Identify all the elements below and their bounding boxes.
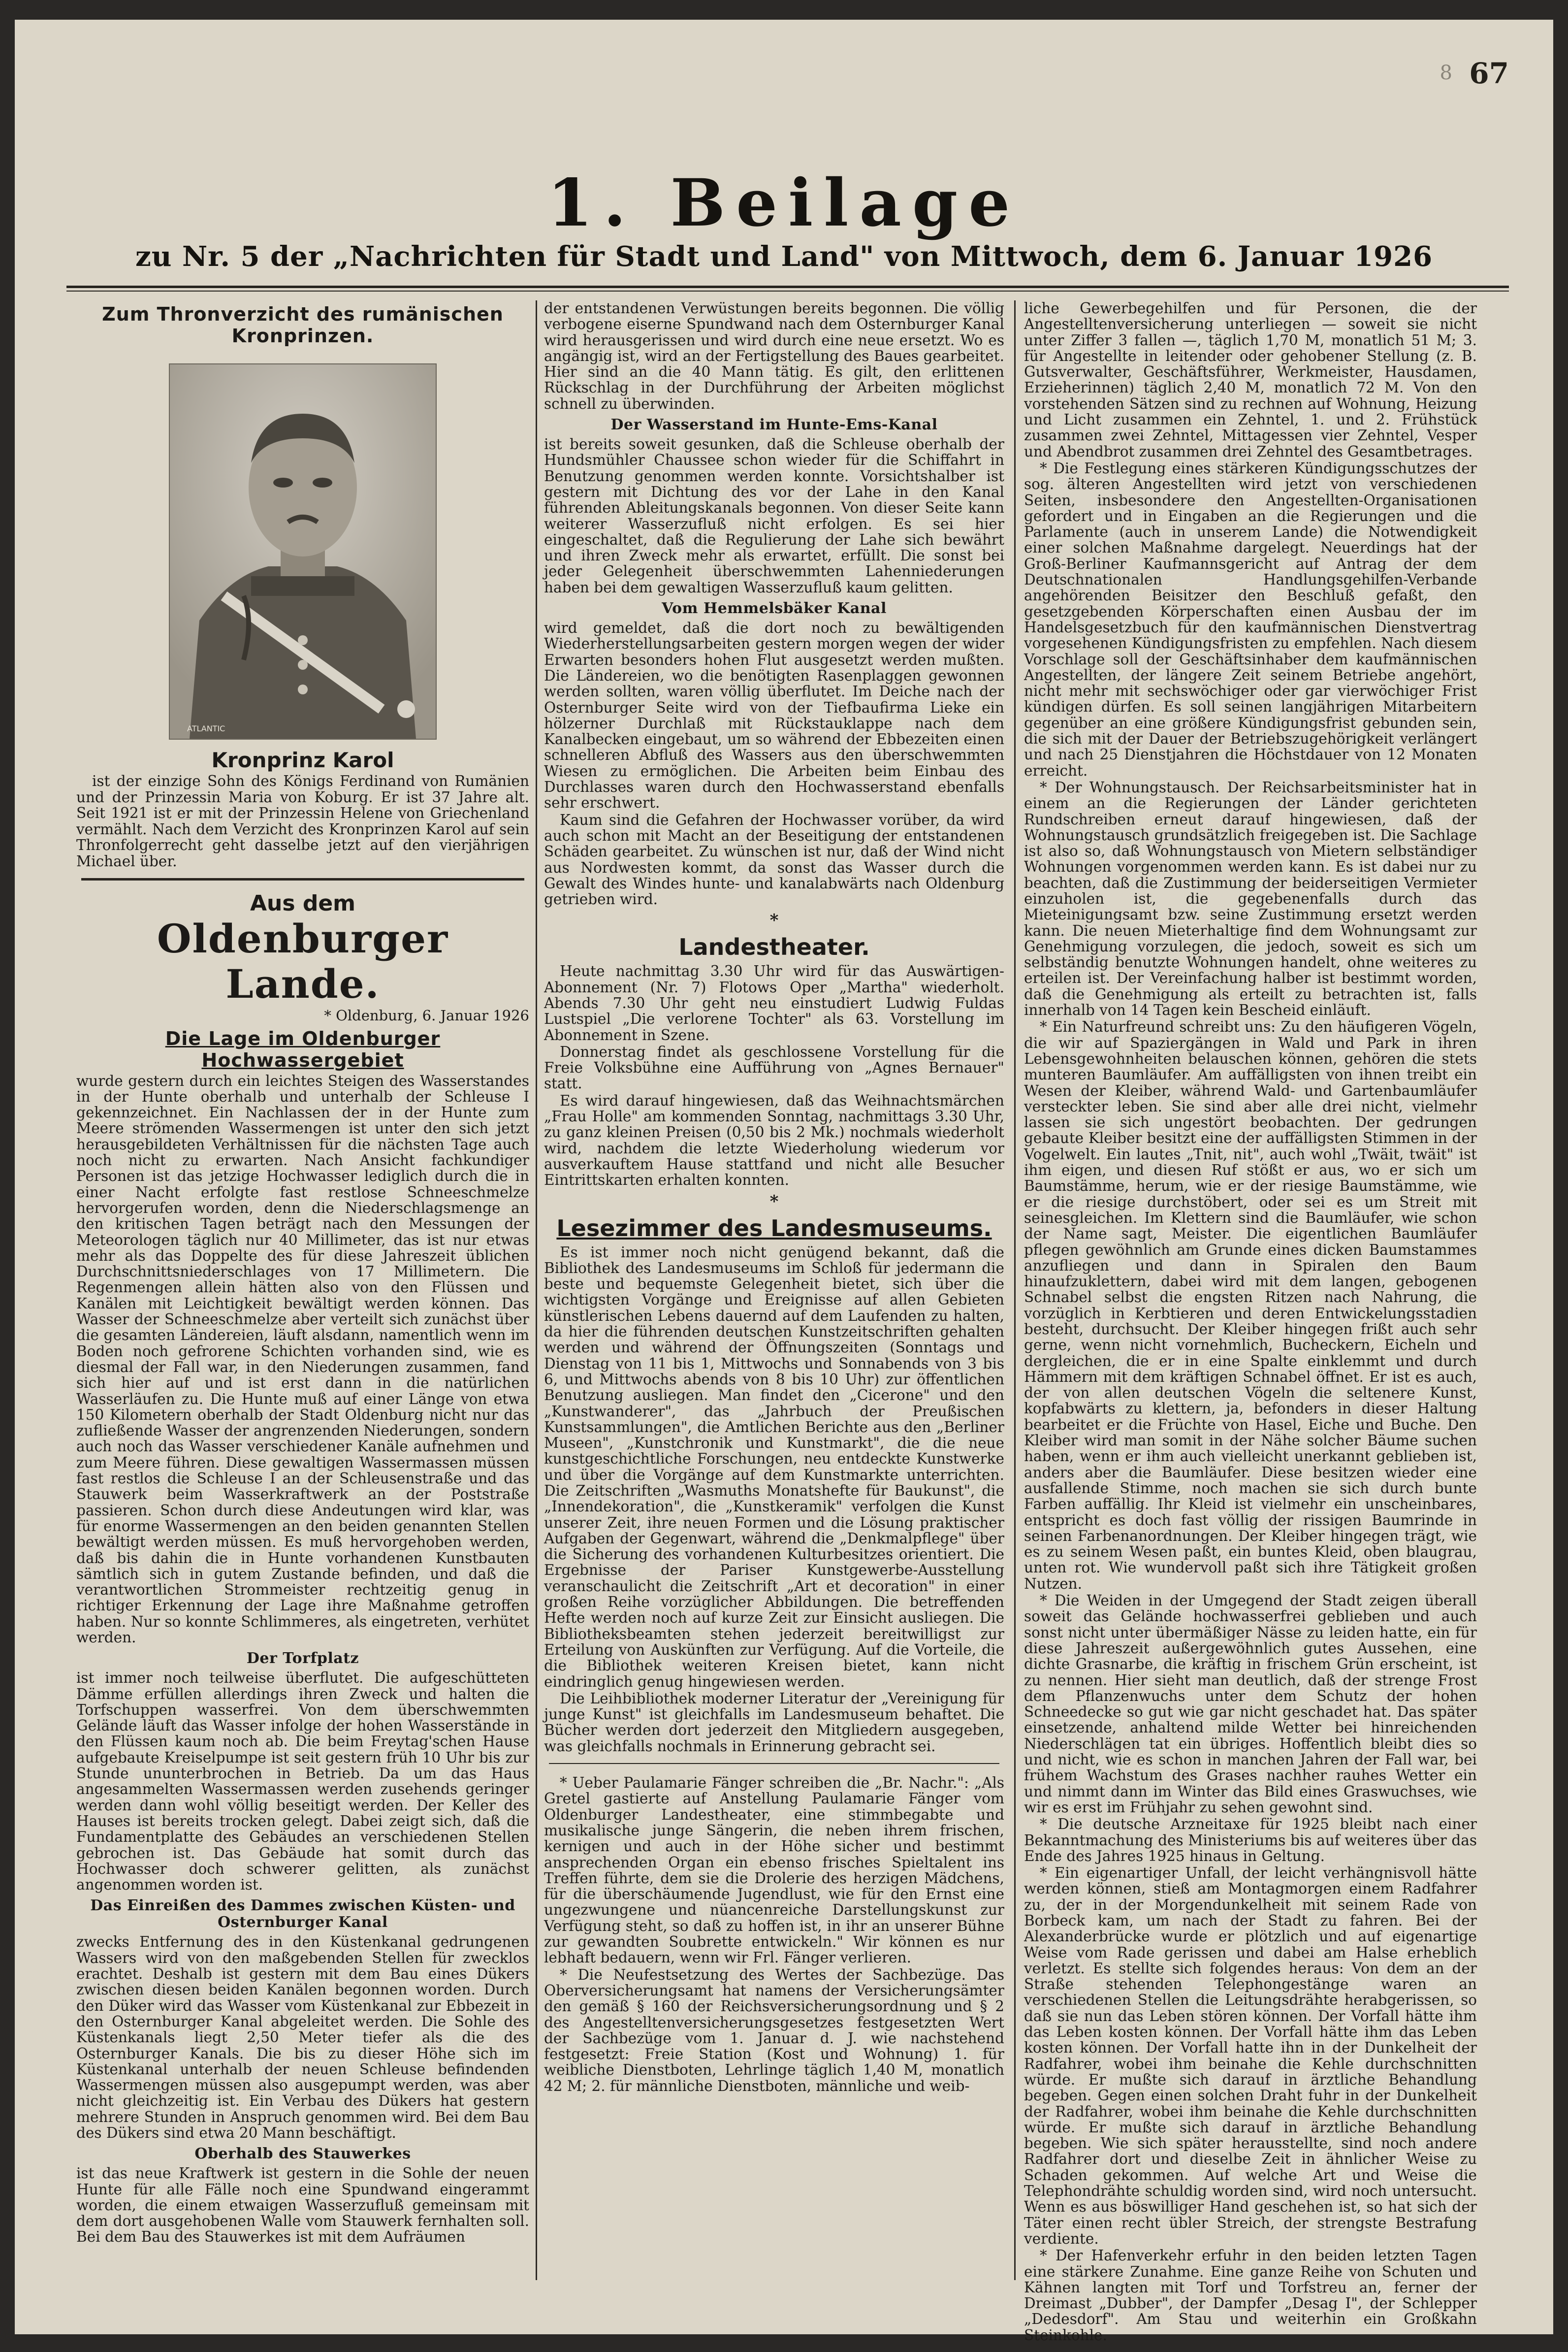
portrait-photo <box>169 363 437 740</box>
column-3 <box>1024 300 1477 2344</box>
column-rule <box>536 300 537 2280</box>
asterisk-ornament: * <box>769 1191 779 1211</box>
asterisk-ornament: * <box>769 911 779 931</box>
section-divider <box>549 1763 999 1764</box>
article-paragraph: * Die deutsche Arzneitaxe für 1925 bleibt nach einer Bekanntmachung des Ministeriums bis auf weiteres über das Ende des Jahres 1925 hinaus in Geltung. <box>1024 1816 1477 1864</box>
article-paragraph: wurde gestern durch ein leichtes Steigen des Wasserstandes in der Hunte oberhalb und unterhalb der Schleuse I gekennzeichnet. Ein Nachlassen der in der Hunte zum Meere strömenden Wassermengen ist unter den sich jetzt herausgebildeten Verhältnissen für die nächsten Tage auch noch nicht zu erwarten. Nach Ansicht fachkundiger Personen ist das jetzige Hochwasser lediglich durch die in einer Nacht erfolgte fast restlose Schneeschmelze hervorgerufen worden, denn die Niederschlagsmenge an den kritischen Tagen beträgt nach den Messungen der Meteorologen täglich nur 40 Millimeter, das ist nur etwas mehr als das Doppelte des für diese Jahreszeit üblichen Durchschnittsniederschlages von 17 Millimetern. Die Regenmengen allein hätten also von den Flüssen und Kanälen mit Leichtigkeit bewältigt werden können. Das Wasser der Schneeschmelze aber verteilt sich zunächst über die gesamten Ländereien, läuft alsdann, namentlich wenn im Boden noch gefrorene Schichten vorhanden sind, wie es diesmal der Fall war, in den Niederungen zusammen, fand sich hier auf und ist erst dann in die natürlichen Wasserläufen zu. Die Hunte muß auf einer Länge von etwa 150 Kilometern oberhalb der Stadt Oldenburg nicht nur das zufließende Wasser der angrenzenden Niederungen, sondern auch noch das Wasser verschiedener Kanäle aufnehmen und zum Meere führen. Diese gewaltigen Wassermassen müssen fast restlos die Schleuse I an der Schleusenstraße und das Stauwerk beim Wasserkraftwerk an der Poststraße passieren. Schon durch diese Andeutungen wird klar, was für enorme Wassermengen an den beiden genannten Stellen bewältigt werden müssen. Es muß hervorgehoben werden, daß bis dahin die in Hunte vorhandenen Kunstbauten sämtlich sich in gutem Zustande befinden, und daß die verantwortlichen Strommeister rechtzeitig genug in richtiger Erkennung der Lage ihre Maßnahme getroffen haben. Nur so konnte Schlimmeres, als eingetreten, verhütet werden. <box>76 1072 529 1646</box>
article-paragraph: Donnerstag findet als geschlossene Vorstellung für die Freie Volksbühne eine Aufführung von „Agnes Bernauer" statt. <box>544 1043 1004 1092</box>
article-paragraph: der entstandenen Verwüstungen bereits begonnen. Die völlig verbogene eiserne Spundwand nach dem Osternburger Kanal wird herausgerissen und wird durch eine neue ersetzt. Wo es angängig ist, wird an der Fertigstellung des Baues gearbeitet. Hier sind an die 40 Mann tätig. Es gilt, den erlittenen Rückschlag in der Durchführung der Arbeiten möglichst schnell zu überwinden. <box>544 300 1004 412</box>
column-1 <box>76 300 529 2295</box>
article-paragraph: * Ein eigenartiger Unfall, der leicht verhängnisvoll hätte werden können, stieß am Montagmorgen einem Radfahrer zu, der in der Morgendunkelheit mit seinem Rade von Borbeck kam, um nach der Stadt zu fahren. Bei der Alexanderbrücke wurde er plötzlich und auf eigenartige Weise vom Rade gerissen und dabei am Halse erheblich verletzt. Es stellte sich folgendes heraus: Von dem an der Straße stehenden Telephongestänge waren an verschiedenen Stellen die Leitungsdrähte herabgerissen, so daß sie nun das Leben stören können. Der Vorfall hätte ihm das Leben kosten können. Der Vorfall hätte ihm das Leben kosten können. Der Vorfall hatte ihn in der Dunkelheit der Radfahrer, wobei ihm beinahe die Kehle durchschnitten würde. Er mußte sich darauf in ärztliche Behandlung begeben. Gegen einen solchen Draht fuhr in der Dunkelheit der Radfahrer, wobei ihm beinahe die Kehle durchschnitten würde. Er mußte sich darauf in ärztliche Behandlung begeben. Wie sich später herausstellte, sind noch andere Radfahrer dort und dieselbe Zeit in ähnlicher Weise zu Schaden gekommen. Auf welche Art und Weise die Telephondrähte schuldig worden sind, wird noch untersucht. Wenn es aus böswilliger Hand geschehen ist, so hat sich der Täter einen recht übler Streich, der strengste Bestrafung verdiente. <box>1024 1864 1477 2247</box>
subheading-torfplatz: Der Torfplatz <box>246 1650 359 1667</box>
article-paragraph: * Ueber Paulamarie Fänger schreiben die „Br. Nachr.": „Als Gretel gastierte auf Anstellung Paulamarie Fänger vom Oldenburger Landestheater, eine stimmbegabte und musikalische junge Sängerin, die neben ihrem frischen, kernigen und auch in der Höhe sicher und bestimmt ansprechenden Organ ein ebenso frisches Spieltalent ins Treffen führte, dem sie die Drolerie des herzigen Mädchens, für die überschäumende Jugendlust, wie für den Ernst eine ungezwungene und nüancenreiche Darstellungskunst zur Verfügung steht, so daß zu hoffen ist, in ihr an unserer Bühne zur gewandten Soubrette entwickeln." Wir können es nur lebhaft bedauern, wenn wir Frl. Fänger verlieren. <box>544 1774 1004 1966</box>
article-paragraph: zwecks Entfernung des in den Küstenkanal gedrungenen Wassers wird von den maßgebenden Stellen für zwecklos erachtet. Deshalb ist gestern mit dem Bau eines Dükers zwischen diesen beiden Kanälen begonnen worden. Durch den Düker wird das Wasser vom Küstenkanal zur Ebbezeit in den Osternburger Kanal abgeleitet werden. Die Sohle des Küstenkanals liegt 2,50 Meter tiefer als die des Osternburger Kanals. Die bis zu dieser Höhe sich im Küstenkanal unterhalb der neuen Schleuse befindenden Wassermengen müssen also ausgepumpt werden, was aber nicht gleichzeitig ist. Ein Verbau des Dükers hat gestern mehrere Stunden in Anspruch genommen wird. Bei dem Bau des Dükers sind etwa 20 Mann beschäftigt. <box>76 1933 529 2141</box>
article-heading-thronverzicht: Zum Thronverzicht des rumänischen Kronprinzen. <box>102 303 504 347</box>
supplement-subtitle: zu Nr. 5 der „Nachrichten für Stadt und Land" von Mittwoch, dem 6. Januar 1926 <box>135 240 1433 273</box>
region-prefix: Aus dem <box>250 891 356 916</box>
article-paragraph: Kaum sind die Gefahren der Hochwasser vorüber, da wird auch schon mit Macht an der Beseitigung der entstandenen Schäden gearbeitet. Zu wünschen ist nur, daß der Wind nicht aus Nordwesten kommt, da sonst das Wasser durch die Gewalt des Windes hunte- und kanalabwärts nach Oldenburg getrieben wird. <box>544 811 1004 908</box>
supplement-title: 1. Beilage <box>547 165 1021 241</box>
article-heading-hochwasser: Die Lage im Oldenburger Hochwassergebiet <box>165 1027 441 1071</box>
article-paragraph: liche Gewerbegehilfen und für Personen, die der Angestelltenversicherung unterliegen — soweit sie nicht unter Ziffer 3 fallen —, täglich 1,70 M, monatlich 51 M; 3. für Angestellte in leitender oder gehobener Stellung (z. B. Gutsverwalter, Geschäftsführer, Werkmeister, Hausdamen, Erzieherinnen) täglich 2,40 M, monatlich 72 M. Von den vorstehenden Sätzen sind zu rechnen auf Wohnung, Heizung und Licht zusammen ein Zehntel, 1. und 2. Frühstück zusammen zwei Zehntel, Mittagessen vier Zehntel, Vesper und Abendbrot zusammen drei Zehntel des Gesamtbetrages. <box>1024 300 1477 460</box>
dateline: * Oldenburg, 6. Januar 1926 <box>324 1007 529 1024</box>
article-paragraph: Heute nachmittag 3.30 Uhr wird für das Auswärtigen-Abonnement (Nr. 7) Flotows Oper „Martha" wiederholt. Abends 7.30 Uhr geht neu einstudiert Ludwig Fuldas Lustspiel „Die verlorene Tochter" als 63. Vorstellung im Abonnement in Szene. <box>544 963 1004 1044</box>
article-paragraph: * Die Weiden in der Umgegend der Stadt zeigen überall soweit das Gelände hochwasserfrei geblieben und auch sonst nicht unter übermäßiger Nässe zu leiden hatte, ein für diese Jahreszeit außergewöhnlich gutes Aussehen, eine dichte Grasnarbe, die kräftig in frischem Grün erscheint, ist zu nennen. Hier sieht man deutlich, daß der strenge Frost dem Pflanzenwuchs unter dem Schutz der hohen Schneedecke so gut wie gar nicht geschadet hat. Das später einsetzende, anhaltend milde Wetter bei hinreichenden Niederschlägen tat ein übriges. Hoffentlich bleibt dies so und nicht, wie es schon in manchen Jahren der Fall war, bei frühem Wachstum des Grases nachher rauhes Wetter ein und nimmt dann im Winter das Bild eines Graswuchses, wie wir es erst im Frühjahr zu sehen gewohnt sind. <box>1024 1592 1477 1816</box>
newspaper-page <box>15 20 1553 2344</box>
photo-credit: ATLANTIC <box>187 724 225 733</box>
subheading-einreissen: Das Einreißen des Dammes zwischen Küsten- und Osternburger Kanal <box>90 1897 515 1931</box>
article-paragraph: * Ein Naturfreund schreibt uns: Zu den häufigeren Vögeln, die wir auf Spaziergängen in Wald und Park in ihren Lebensgewohnheiten belauschen können, gehören die stets munteren Baumläufer. Am auffälligsten von ihnen treibt ein Wesen der Kleiber, während Wald- und Gartenbaumläufer versteckter leben. Sie sind aber alle drei nicht, vielmehr lassen sie sich ungestört beobachten. Der gedrungen gebaute Kleiber besitzt eine der auffälligsten Stimmen in der Vogelwelt. Ein lautes „Tnit, nit", auch wohl „Twäit, twäit" ist ihm eigen, und diesen Ruf stößt er aus, wo er sich um Baumstämme, herum, wie er der riesige Baumstämme, wie er die riesige durchstöbert, oder sei es um Streit mit seinesgleichen. Im Klettern sind die Baumläufer, wie schon der Name sagt, Meister. Die eigentlichen Baumläufer pflegen gewöhnlich am Grunde eines dicken Baumstammes anzufliegen und dann in Spiralen den Baum hinaufzuklettern, dabei wird mit dem langen, gebogenen Schnabel selbst die engsten Ritzen nach Nahrung, die vorzüglich in Kerbtieren und deren Entwickelungsstadien besteht, durchsucht. Der Kleiber hingegen frißt auch sehr gerne, wenn nicht vornehmlich, Bucheckern, Eicheln und dergleichen, die er in eine Spalte einklemmt und durch Hämmern mit dem kräftigen Schnabel öffnet. Er ist es auch, der von allen deutschen Vögeln die seltenere Kunst, kopfabwärts zu klettern, ja, befonders in dieser Haltung bearbeitet er die Früchte von Hasel, Eiche und Buche. Den Kleiber wird man somit in der Nähe solcher Bäume suchen haben, wenn er ihm auch vielleicht unerkannt geblieben ist, anders aber die Baumläufer. Diese besitzen wieder eine ausfallende Stimme, noch machen sie sich durch bunte Farben auffällig. Ihr Kleid ist vielmehr ein unscheinbares, entspricht es doch fast völlig der rissigen Baumrinde in seinen Farbenanordnungen. Der Kleiber hingegen trägt, wie es zu seinem Wesen paßt, ein buntes Kleid, oben blaugrau, unten rot. Wie wundervoll paßt sich ihre Tätigkeit großen Nutzen. <box>1024 1018 1477 1592</box>
article-paragraph: Es ist immer noch nicht genügend bekannt, daß die Bibliothek des Landesmuseums im Schloß für jedermann die beste und bequemste Gelegenheit bietet, sich über die wichtigsten Vorgänge und Ereignisse auf allen Gebieten künstlerischen Lebens dauernd auf dem Laufenden zu halten, da hier die führenden deutschen Kunstzeitschriften gehalten werden und während der Öffnungszeiten (Sonntags und Dienstag von 11 bis 1, Mittwochs und Sonnabends von 3 bis 6, und Mittwochs abends von 8 bis 10 Uhr) zur öffentlichen Benutzung ausliegen. Man findet den „Cicerone" und den „Kunstwanderer", das „Jahrbuch der Preußischen Kunstsammlungen", die Amtlichen Berichte aus den „Berliner Museen", „Kunstchronik und Kunstmarkt", die die neue kunstgeschichtliche Forschungen, neu entdeckte Kunstwerke und über die Vorgänge auf dem Kunstmarkte unterrichten. Die Zeitschriften „Wasmuths Monatshefte für Baukunst", die „Innendekoration", die „Kunstkeramik" verfolgen die Kunst unserer Zeit, ihre neuen Formen und die Lösung praktischer Aufgaben der Gegenwart, während die „Denkmalpflege" über die Sicherung des vorhandenen Kulturbesitzes orientiert. Die Ergebnisse der Pariser Kunstgewerbe-Ausstellung veranschaulicht die Zeitschrift „Art et decoration" in einer großen Reihe vorzüglicher Abbildungen. Die betreffenden Hefte werden noch auf kurze Zeit zur Einsicht ausliegen. Die Bibliotheksbeamten stehen jederzeit bereitwilligst zur Erteilung von Auskünften zur Verfügung. Auf die Vorteile, die die Bibliothek weiteren Kreisen bietet, kann nicht eindringlich genug hingewiesen werden. <box>544 1243 1004 1690</box>
masthead-rule <box>66 286 1509 288</box>
article-paragraph: Es wird darauf hingewiesen, daß das Weihnachtsmärchen „Frau Holle" am kommenden Sonntag, nachmittags 3.30 Uhr, zu ganz kleinen Preisen (0,50 bis 2 Mk.) nochmals wiederholt wird, nachdem die letzte Wiederholung wiederum vor ausverkauftem Hause stattfand und nicht alle Besucher Eintrittskarten erhalten konnten. <box>544 1092 1004 1189</box>
subheading-hemmelsbaeker: Vom Hemmelsbäker Kanal <box>662 600 887 618</box>
article-paragraph: ist bereits soweit gesunken, daß die Schleuse oberhalb der Hundsmühler Chaussee schon wieder für die Schiffahrt in Benutzung genommen werden konnte. Vorsichtshalber ist gestern mit Dichtung des vor der Lahe in den Kanal führenden Ableitungskanals begonnen. Von dieser Seite kann weiterer Wasserzufluß nicht erfolgen. Es sei hier eingeschaltet, daß die Regulierung der Lahe sich bewährt und ihren Zweck mehr als erwartet, erfüllt. Die sonst bei jeder Gelegenheit überschwemmten Lahenniederungen haben bei dem gewaltigen Wasserzufluß kaum gelitten. <box>544 436 1004 596</box>
article-paragraph: * Der Hafenverkehr erfuhr in den beiden letzten Tagen eine stärkere Zunahme. Eine ganze Reihe von Schuten und Kähnen langten mit Torf und Torfstreu an, ferner der Dreimast „Dubber", der Dampfer „Desag I", der Schlepper „Dedesdorf". Am Stau und weiterhin ein Großkahn Steinkohle. <box>1024 2247 1477 2344</box>
region-title: Oldenburger Lande. <box>157 915 449 1008</box>
section-divider <box>81 878 524 881</box>
column-rule <box>1014 300 1016 2280</box>
article-paragraph: wird gemeldet, daß die dort noch zu bewältigenden Wiederherstellungsarbeiten gestern morgen wegen der wider Erwarten besonders hohen Flut ausgesetzt werden mußten. Die Ländereien, wo die benötigten Rasenplaggen gewonnen werden sollten, waren völlig überflutet. Im Deiche nach der Osternburger Seite wird von der Tiefbaufirma Lieke ein hölzerner Durchlaß mit Rückstauklappe nach dem Kanalbecken eingebaut, um so während der Ebbezeiten einen schnelleren Abfluß des Wassers aus den überschwemmten Wiesen zu ermöglichen. Die Arbeiten beim Einbau des Durchlasses waren durch den Hochwasserstand ebenfalls sehr erschwert. <box>544 620 1004 812</box>
article-paragraph: ist immer noch teilweise überflutet. Die aufgeschütteten Dämme erfüllen allerdings ihren Zweck und halten die Torfschuppen wasserfrei. Von dem überschwemmten Gelände läuft das Wasser infolge der hohen Wasserstände in den Flüssen kaum noch ab. Die beim Freytag'schen Hause aufgebaute Kreiselpumpe ist seit gestern früh 10 Uhr bis zur Stunde ununterbrochen in Betrieb. Da um das Haus angesammelten Wassermassen werden zusehends geringer werden dann wohl völlig beseitigt werden. Der Keller des Hauses ist bereits trocken gelegt. Dabei zeigt sich, daß die Fundamentplatte des Gebäudes an verschiedenen Stellen gebrochen ist. Das Gebäude hat somit durch das Hochwasser doch schwerer gelitten, als zunächst angenommen worden ist. <box>76 1669 529 1894</box>
page-number: 67 <box>1469 57 1509 90</box>
article-paragraph: * Die Neufestsetzung des Wertes der Sachbezüge. Das Oberversicherungsamt hat namens der Versicherungsämter den gemäß § 160 der Reichsversicherungsordnung und § 2 des Angestelltenversicherungsgesetzes festgesetzten Wert der Sachbezüge vom 1. Januar d. J. wie nachstehend festgesetzt: Freie Station (Kost und Wohnung) 1. für weibliche Dienstboten, Lehrlinge täglich 1,40 M, monatlich 42 M; 2. für männliche Dienstboten, männliche und weib- <box>544 1966 1004 2094</box>
heading-lesezimmer: Lesezimmer des Landesmuseums. <box>556 1214 992 1241</box>
masthead-rule-thin <box>66 291 1509 292</box>
subheading-wasserstand: Der Wasserstand im Hunte-Ems-Kanal <box>610 416 938 434</box>
ink-mark: 8 <box>1440 62 1452 84</box>
subheading-oberhalb: Oberhalb des Stauwerkes <box>194 2145 411 2163</box>
article-paragraph: * Der Wohnungstausch. Der Reichsarbeitsminister hat in einem an die Regierungen der Länder gerichteten Rundschreiben erneut darauf hingewiesen, daß der Wohnungstausch grundsätzlich freigegeben ist. Die Sachlage ist also so, daß Wohnungstausch von Mietern selbständiger Wohnungen vorgenommen werden kann. Es ist dabei nur zu beachten, daß die Zustimmung der beiderseitigen Vermieter einzuholen ist, die gegebenenfalls durch das Mieteinigungsamt bzw. seine Zustimmung ersetzt werden kann. Die neuen Mieterhaltige find dem Wohnungsamt zur Genehmigung vorzulegen, die jedoch, soweit es sich um selbständig benutzte Wohnungen handelt, ohne weiteres zu erteilen ist. Der Vereinfachung halber ist bestimmt worden, daß die Genehmigung als erteilt zu betrachten ist, falls innerhalb von 14 Tagen kein Bescheid einläuft. <box>1024 779 1477 1019</box>
heading-landestheater: Landestheater. <box>678 934 870 961</box>
portrait-illustration <box>170 364 436 739</box>
article-paragraph: ist das neue Kraftwerk ist gestern in die Sohle der neuen Hunte für alle Fälle noch eine Spundwand eingerammt worden, die einem etwaigen Wasserzufluß gemeinsam mit dem dort ausgehobenen Walle vom Stauwerk fernhalten soll. Bei dem Bau des Stauwerkes ist mit dem Aufräumen <box>76 2165 529 2246</box>
photo-bio: ist der einzige Sohn des Königs Ferdinand von Rumänien und der Prinzessin Maria von Koburg. Er ist 37 Jahre alt. Seit 1921 ist er mit der Prinzessin Helene von Griechenland vermählt. Nach dem Verzicht des Kronprinzen Karol auf sein Thronfolgerrecht geht dasselbe jetzt auf den vierjährigen Michael über. <box>76 773 529 870</box>
article-paragraph: Die Leihbibliothek moderner Literatur der „Vereinigung für junge Kunst" ist gleichfalls im Landesmuseum behaftet. Die Bücher werden dort jederzeit den Mitgliedern ausgegeben, was gleichfalls nochmals in Erinnerung gebracht sei. <box>544 1690 1004 1755</box>
photo-caption: Kronprinz Karol <box>211 748 394 772</box>
article-paragraph: * Die Festlegung eines stärkeren Kündigungsschutzes der sog. älteren Angestellten wird jetzt von verschiedenen Seiten, insbesondere den Angestellten-Organisationen gefordert und in Eingaben an die Regierungen und die Parlamente (auch in unserem Lande) die Notwendigkeit einer solchen Maßnahme dargelegt. Neuerdings hat der Groß-Berliner Kaufmannsgericht auf Antrag der dem Deutschnationalen Handlungsgehilfen-Verbande angehörenden Beisitzer den Beschluß gefaßt, den gesetzgebenden Körperschaften einen Ausbau der im Handelsgesetzbuch für den kaufmännischen Dienstvertrag vorgesehenen Kündigungsfristen zu empfehlen. Nach diesem Vorschlage soll der Geschäftsinhaber dem kaufmännischen Angestellten, der längere Zeit seinem Betriebe angehört, nicht mehr mit sechswöchiger oder gar vierwöchiger Frist kündigen dürfen. Es soll seinen langjährigen Mitarbeitern gegenüber an eine größere Kündigungsfrist gebunden sein, die sich mit der Dauer der Betriebszugehörigkeit verlängert und nach 25 Dienstjahren die Höchstdauer von 12 Monaten erreicht. <box>1024 459 1477 779</box>
column-2 <box>544 300 1004 2295</box>
